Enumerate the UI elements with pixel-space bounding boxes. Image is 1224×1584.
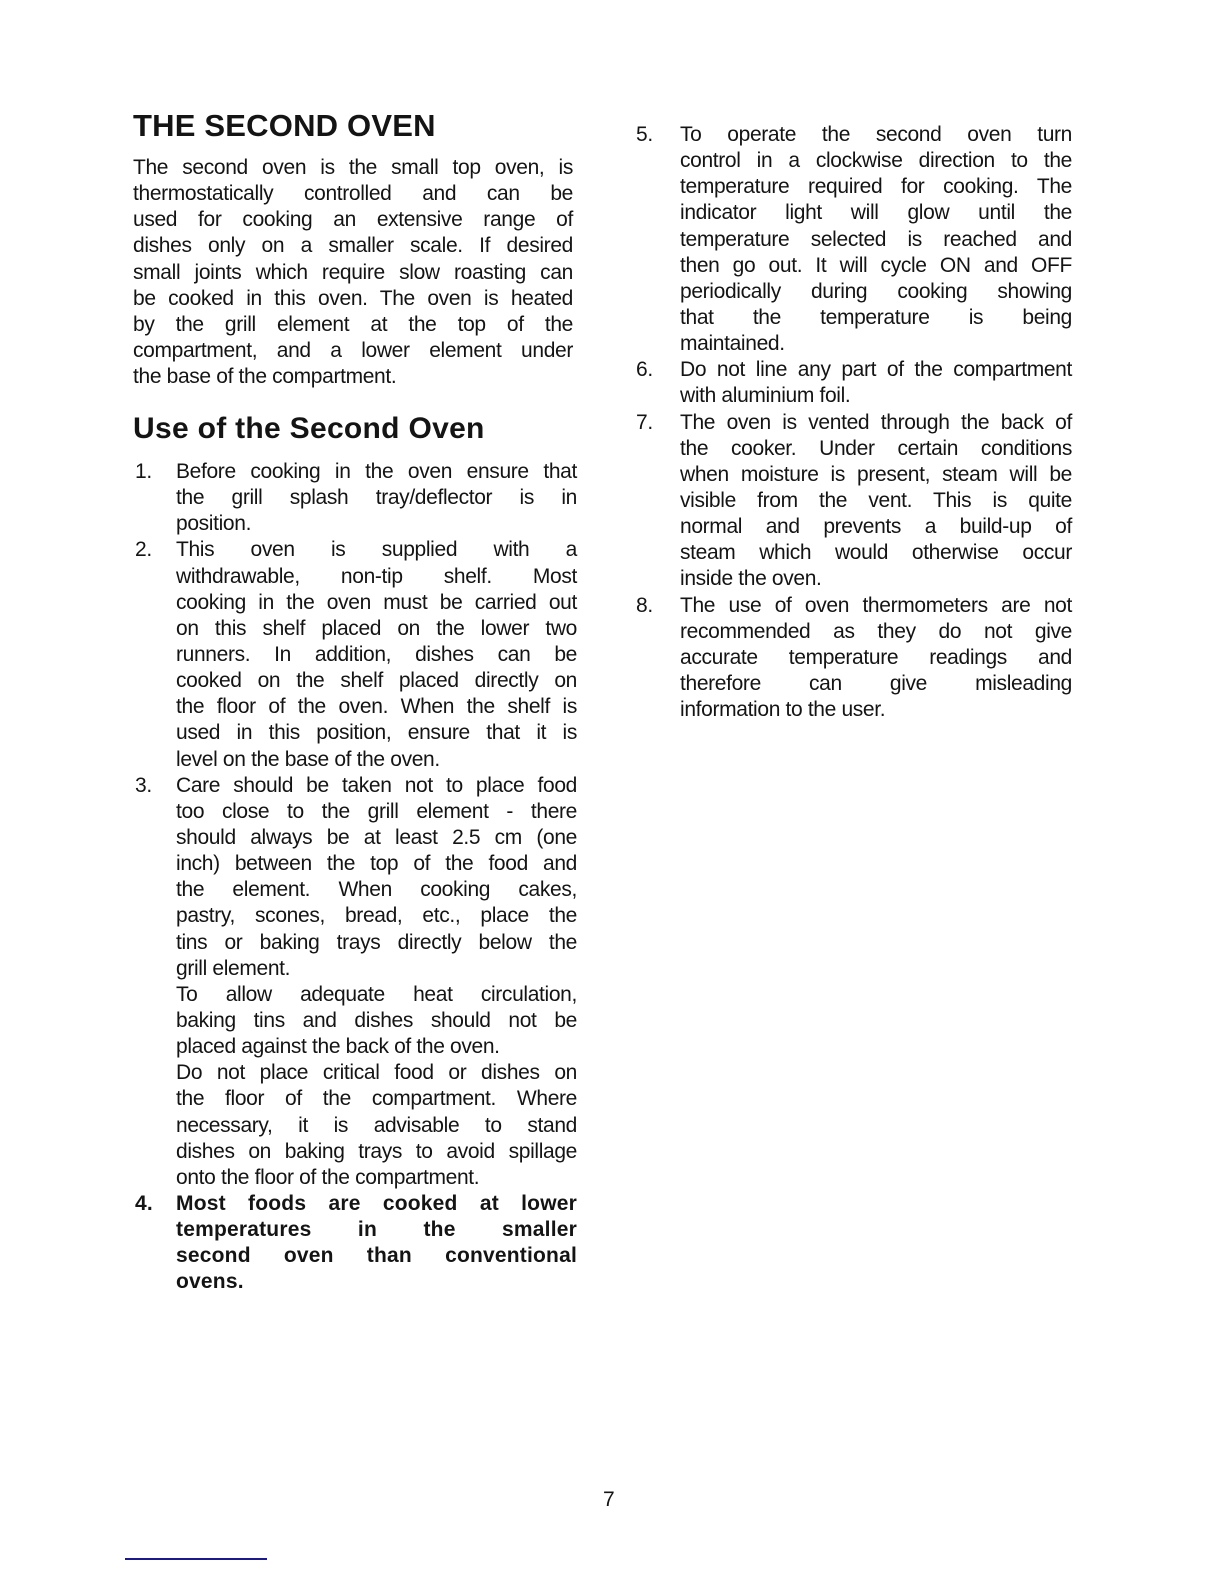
text-line: by the grill element at the top of the <box>133 312 573 336</box>
instructions-list-right <box>636 122 1072 723</box>
list-item <box>135 773 577 1191</box>
text-line: be cooked in this oven. The oven is heated <box>133 286 573 310</box>
text-line: normal and prevents a build-up of <box>680 515 1072 539</box>
item-text <box>680 357 1072 409</box>
text-line: the cooker. Under certain conditions <box>680 436 1072 460</box>
text-line: compartment, and a lower element under <box>133 338 573 362</box>
text-line: the element. When cooking cakes, <box>176 878 577 902</box>
list-item <box>636 410 1072 593</box>
text-line: baking tins and dishes should not be <box>176 1008 577 1032</box>
item-number: 7. <box>636 410 653 434</box>
text-line: placed against the back of the oven. <box>176 1035 500 1059</box>
text-line: should always be at least 2.5 cm (one <box>176 825 577 849</box>
text-line: on this shelf placed on the lower two <box>176 616 577 640</box>
text-line: indicator light will glow until the <box>680 201 1072 225</box>
text-line: control in a clockwise direction to the <box>680 149 1072 173</box>
intro-paragraph <box>133 155 573 390</box>
text-line: cooking in the oven must be carried out <box>176 590 577 614</box>
item-number: 1. <box>135 460 152 483</box>
item-number: 3. <box>135 773 152 797</box>
text-line: onto the floor of the compartment. <box>176 1165 480 1189</box>
text-line: with aluminium foil. <box>680 384 851 408</box>
footer-rule <box>125 1558 267 1560</box>
text-line: inch) between the top of the food and <box>176 852 577 876</box>
text-line: second oven than conventional <box>176 1244 577 1268</box>
text-line: the base of the compartment. <box>133 365 397 389</box>
text-line: used for cooking an extensive range of <box>133 208 573 232</box>
text-line: the floor of the oven. When the shelf is <box>176 695 577 719</box>
text-line: the grill splash tray/deflector is in <box>176 486 577 510</box>
text-line: used in this position, ensure that it is <box>176 721 577 745</box>
item-text <box>680 122 1072 357</box>
list-item <box>135 537 577 772</box>
item-number: 5. <box>636 123 653 146</box>
list-item <box>636 122 1072 357</box>
section-title: THE SECOND OVEN <box>133 108 436 143</box>
text-line: small joints which require slow roasting can <box>133 260 573 284</box>
page-number: 7 <box>603 1488 615 1511</box>
item-number: 6. <box>636 358 653 382</box>
text-line: temperature required for cooking. The <box>680 175 1072 199</box>
item-number: 8. <box>636 593 653 617</box>
text-line: runners. In addition, dishes can be <box>176 642 577 666</box>
text-line: The oven is vented through the back of <box>680 410 1072 434</box>
item-text <box>176 1191 577 1296</box>
text-line: then go out. It will cycle ON and OFF <box>680 253 1072 277</box>
text-line: recommended as they do not give <box>680 619 1072 643</box>
item-text <box>680 593 1072 724</box>
list-item <box>636 593 1072 724</box>
text-line: level on the base of the oven. <box>176 747 440 771</box>
text-line: Do not place critical food or dishes on <box>176 1061 577 1085</box>
text-line: Care should be taken not to place food <box>176 773 577 797</box>
text-line: dishes only on a smaller scale. If desired <box>133 234 573 258</box>
list-item <box>135 1191 577 1296</box>
text-line: periodically during cooking showing <box>680 279 1072 303</box>
text-line: grill element. <box>176 956 291 980</box>
text-line: maintained. <box>680 332 785 356</box>
text-line: inside the oven. <box>680 567 822 591</box>
text-line: dishes on baking trays to avoid spillage <box>176 1139 577 1163</box>
item-text <box>176 537 577 772</box>
text-line: To allow adequate heat circulation, <box>176 982 577 1006</box>
text-line: when moisture is present, steam will be <box>680 462 1072 486</box>
item-text <box>680 410 1072 593</box>
text-line: accurate temperature readings and <box>680 645 1072 669</box>
text-line: therefore can give misleading <box>680 671 1072 695</box>
text-line: pastry, scones, bread, etc., place the <box>176 904 577 928</box>
text-line: temperatures in the smaller <box>176 1218 577 1242</box>
text-line: tins or baking trays directly below the <box>176 930 577 954</box>
text-line: too close to the grill element - there <box>176 799 577 823</box>
text-line: visible from the vent. This is quite <box>680 488 1072 512</box>
text-line: thermostatically controlled and can be <box>133 182 573 206</box>
item-number: 4. <box>135 1191 153 1215</box>
list-item <box>135 459 577 537</box>
text-line: ovens. <box>176 1270 244 1294</box>
item-text <box>176 773 577 1191</box>
instructions-list-left <box>135 459 577 1296</box>
text-line: This oven is supplied with a <box>176 538 577 562</box>
text-line: steam which would otherwise occur <box>680 541 1072 565</box>
text-line: The second oven is the small top oven, is <box>133 156 573 179</box>
item-number: 2. <box>135 538 152 562</box>
text-line: Do not line any part of the compartment <box>680 358 1072 382</box>
text-line: the floor of the compartment. Where <box>176 1087 577 1111</box>
text-line: information to the user. <box>680 698 886 722</box>
text-line: Most foods are cooked at lower <box>176 1191 577 1215</box>
list-item <box>636 357 1072 409</box>
text-line: Before cooking in the oven ensure that <box>176 460 577 483</box>
item-text <box>176 459 577 537</box>
text-line: temperature selected is reached and <box>680 227 1072 251</box>
text-line: The use of oven thermometers are not <box>680 593 1072 617</box>
text-line: To operate the second oven turn <box>680 123 1072 146</box>
text-line: position. <box>176 512 252 536</box>
text-line: that the temperature is being <box>680 305 1072 329</box>
subsection-title: Use of the Second Oven <box>133 412 485 445</box>
text-line: necessary, it is advisable to stand <box>176 1113 577 1137</box>
text-line: cooked on the shelf placed directly on <box>176 669 577 693</box>
text-line: withdrawable, non-tip shelf. Most <box>176 564 577 588</box>
